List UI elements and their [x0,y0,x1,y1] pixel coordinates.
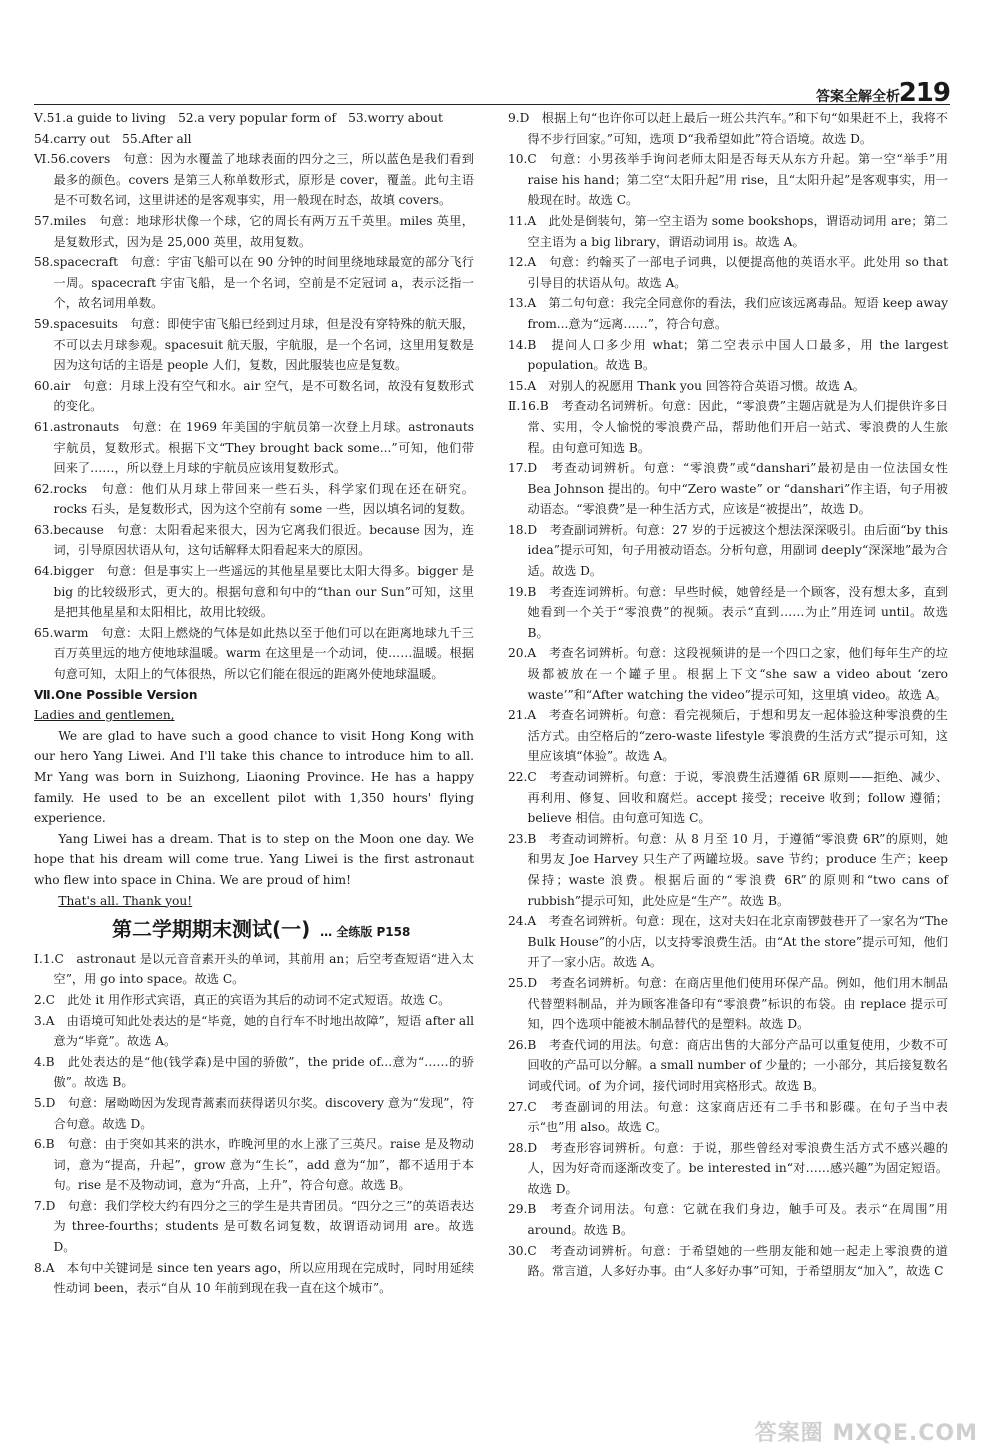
answer-item: 12.A 句意：约翰买了一部电子词典，以便提高他的英语水平。此处用 so that 引导目的状语从句。故选 A。 [508,255,948,290]
answer-item: Ⅵ.56.covers 句意：因为水覆盖了地球表面的四分之三，所以蓝色是我们看到最多的颜色。covers 是第三人称单数形式，原形是 cover，覆盖。此句主语是不可数名词，这里讲述的是客观事实，用一般现在时态，故填 covers。 [34,152,474,208]
header-title: 答案全解全析 [816,89,900,105]
answer-item: 61.astronauts 句意：在 1969 年美国的宇航员第一次登上月球。astronauts 宇航员，复数形式。根据下文“They brought back some...”可知，他们带回来了……，所以登上月球的宇航员应该用复数形式。 [34,419,474,476]
answer-item: Ⅱ.16.B 考查动名词辨析。句意：因此，“零浪费”主题店就是为人们提供许多日常、实用，令人愉悦的零浪费产品，帮助他们开启一站式、零浪费的人生旅程。由句意可知选 B。 [508,399,948,455]
section-heading: Ⅶ.One Possible Version [34,687,198,702]
essay-paragraph: Yang Liwei has a dream. That is to step on the Moon one day. We hope that his dream will come true. Yang Liwei is the first astronaut who flew into space in China. We are proud of him! [34,831,474,887]
page-number: 219 [898,78,950,108]
essay-closing: That's all. Thank you! [58,893,193,908]
test-title-name: 第二学期期末测试(一) [112,917,311,942]
answer-item: 4.B 此处表达的是“他(钱学森)是中国的骄傲”，the pride of...意为“……的骄傲”。故选 B。 [34,1054,474,1090]
answer-item: 14.B 提问人口多少用 what；第二空表示中国人口最多，用 the largest population。故选 B。 [508,337,948,373]
answer-item: 28.D 考查形容词辨析。句意：于说，那些曾经对零浪费生活方式不感兴趣的人，因为好奇而逐渐改变了。be interested in“对……感兴趣”为固定短语。故选 D。 [508,1140,948,1196]
answer-item: Ⅴ.51.a guide to living 52.a very popular form of 53.worry about [34,111,443,125]
answer-item: 60.air 句意：月球上没有空气和水。air 空气，是不可数名词，故没有复数形式的变化。 [34,378,474,414]
answer-item: 27.C 考查副词的用法。句意：这家商店还有二手书和影碟。在句子当中表示“也”用 also。故选 C。 [508,1099,948,1135]
answer-item: 25.D 考查名词辨析。句意：在商店里他们使用环保产品。例如，他们用木制品代替塑料制品，并为顾客准备印有“零浪费”标识的布袋。由 replace 提示可知，四个选项中能被木制品替代的是塑料。故选 D。 [508,975,948,1032]
answer-item: 24.A 考查名词辨析。句意：现在，这对夫妇在北京南锣鼓巷开了一家名为“The Bulk House”的小店，以支持零浪费生活。由“At the store”提示可知，他们开了一家小店。故选 A。 [508,914,948,970]
answer-item: 8.A 本句中关键词是 since ten years ago，所以应用现在完成时，同时用延续性动词 been，表示“自从 10 年前到现在我一直在这个城市”。 [34,1260,474,1296]
test-title-ref: … 全练版 P158 [320,925,411,940]
answer-item: 57.miles 句意：地球形状像一个球，它的周长有两万五千英里。miles 英里，是复数形式，因为是 25,000 英里，故用复数。 [34,213,474,249]
answer-item: 63.because 句意：太阳看起来很大，因为它离我们很近。because 因为，连词，引导原因状语从句，这句话解释太阳看起来大的原因。 [34,522,474,558]
answer-item: 26.B 考查代词的用法。句意：商店出售的大部分产品可以重复使用，少数不可回收的产品可以分解。a small number of 少量的；一小部分，其后接复数名词或代词。of 为介词，接代词时用宾格形式。故选 B。 [508,1037,948,1093]
answer-item: 15.A 对别人的祝愿用 Thank you 回答符合英语习惯。故选 A。 [508,378,865,393]
answer-item: 18.D 考查副词辨析。句意：27 岁的于远被这个想法深深吸引。由后面“by this idea”提示可知，句子用被动语态。分析句意，用副词 deeply“深深地”最为合适。故选 D。 [508,522,948,579]
answer-item: 19.B 考查连词辨析。句意：早些时候，她曾经是一个顾客，没有想太多，直到她看到一个关于“零浪费”的视频。表示“直到……为止”用连词 until。故选 B。 [508,584,948,640]
answer-item: 6.B 句意：由于突如其来的洪水，昨晚河里的水上涨了三英尺。raise 是及物动词，意为“提高，升起”，grow 意为“生长”，add 意为“加”，都不适用于本句。rise 是不及物动词，意为“升高，上升”，符合句意。故选 B。 [34,1137,474,1193]
answer-item: 11.A 此处是倒装句，第一空主语为 some bookshops，谓语动词用 are；第二空主语为 a big library，谓语动词用 is。故选 A。 [508,213,948,249]
answer-item: 20.A 考查名词辨析。句意：这段视频讲的是一个四口之家，他们每年生产的垃圾都被放在一个罐子里。根据上下文“she saw a video about ‘zero waste’”和“After watching the video”提示可知，这里填 video。故选 A。 [508,646,948,702]
answer-item: 7.D 句意：我们学校大约有四分之三的学生是共青团员。“四分之三”的英语表达为 three-fourths；students 是可数名词复数，故谓语动词用 are。故选 D。 [34,1198,474,1255]
answer-item: 22.C 考查动词辨析。句意：于说，零浪费生活遵循 6R 原则——拒绝、减少、再利用、修复、回收和腐烂。accept 接受；receive 收到；follow 遵循；believe 相信。由句意可知选 C。 [508,770,948,826]
answer-item: 5.D 句意：屠呦呦因为发现青蒿素而获得诺贝尔奖。discovery 意为“发现”，符合句意。故选 D。 [34,1095,474,1131]
answer-item: 59.spacesuits 句意：即使宇宙飞船已经到过月球，但是没有穿特殊的航天服，不可以去月球参观。spacesuit 航天服，宇航服，是一个名词，这里用复数是因为这句话的主语是 people 人们，复数，因此服装也应是复数。 [34,316,474,373]
answer-item: 23.B 考查动词辨析。句意：从 8 月至 10 月，于遵循“零浪费 6R”的原则，她和男友 Joe Harvey 只生产了两罐垃圾。save 节约；produce 生产；keep 保持；waste 浪费。根据后面的“零浪费 6R”的原则和“two cans of rubbish”提示可知，此处应是“生产”。故选 B。 [508,831,948,908]
answer-item: Ⅰ.1.C astronaut 是以元音音素开头的单词，其前用 an；后空考查短语“进入太空”，用 go into space。故选 C。 [34,951,474,987]
answer-item: 29.B 考查介词用法。句意：它就在我们身边，触手可及。表示“在周围”用 around。故选 B。 [508,1202,948,1238]
right-column [508,108,948,1282]
answer-item: 64.bigger 句意：但是事实上一些遥远的其他星星要比太阳大得多。bigger 是 big 的比较级形式，更大的。根据句意和句中的“than our Sun”可知，这里是把其他星星和太阳相比，故用比较级。 [34,564,474,620]
answer-item: 54.carry out 55.After all [34,131,192,146]
answer-item: 21.A 考查名词辨析。句意：看完视频后，于想和男友一起体验这种零浪费的生活方式。由空格后的“zero-waste lifestyle 零浪费的生活方式”提示可知，这里应该填“体验”。故选 A。 [508,708,948,764]
answer-item: 62.rocks 句意：他们从月球上带回来一些石头，科学家们现在还在研究。rocks 石头，是复数形式，因为这个空前有 some 一些，因以填名词的复数。 [34,481,474,517]
page-header [0,0,1000,108]
answer-item: 3.A 由语境可知此处表达的是“毕竟，她的自行车不时地出故障”，短语 after all 意为“毕竟”。故选 A。 [34,1013,474,1049]
answer-item: 58.spacecraft 句意：宇宙飞船可以在 90 分钟的时间里绕地球最宽的部分飞行一周。spacecraft 宇宙飞船，是一个名词，空前是不定冠词 a，表示泛指一个，故名词用单数。 [34,255,474,311]
answer-item: 65.warm 句意：太阳上燃烧的气体是如此热以至于他们可以在距离地球九千三百万英里远的地方使地球温暖。warm 在这里是一个动词，使……温暖。根据句意可知，太阳上的气体很热，所以它们能在很远的距离外使地球温暖。 [34,625,474,682]
answer-item: 30.C 考查动词辨析。句意：于希望她的一些朋友能和她一起走上零浪费的道路。常言道，人多好办事。由“人多好办事”可知，于希望朋友“加入”，故选 C [508,1243,948,1279]
answer-item: 13.A 第二句句意：我完全同意你的看法，我们应该远离毒品。短语 keep away from...意为“远离……”，符合句意。 [508,296,948,331]
left-column [34,108,474,1299]
test-title [112,919,474,943]
answer-item: 9.D 根据上句“也许你可以赶上最后一班公共汽车。”和下句“如果赶不上，我将不得不步行回家。”可知，选项 D“我希望如此”符合语境。故选 D。 [508,111,948,146]
essay-paragraph: We are glad to have such a good chance to visit Hong Kong with our hero Yang Liwei. And I'll take this chance to introduce him to all. Mr Yang was born in Suizhong, Liaoning Province. He has a happy family. He used to be an excellent pilot with 1,350 hours' flying experience. [34,728,474,826]
essay-salutation: Ladies and gentlemen, [34,708,175,723]
header-rule [34,104,950,105]
answer-item: 2.C 此处 it 用作形式宾语，真正的宾语为其后的动词不定式短语。故选 C。 [34,992,451,1007]
model-essay [34,705,474,911]
answer-item: 10.C 句意：小男孩举手询问老师太阳是否每天从东方升起。第一空“举手”用 raise his hand；第二空“太阳升起”用 rise，且“太阳升起”是客观事实，用一般现在时。故选 C。 [508,152,948,208]
answer-item: 17.D 考查动词辨析。句意：“零浪费”或“danshari”最初是由一位法国女性 Bea Johnson 提出的。句中“Zero waste” or “danshari”作主语，句子用被动语态。“零浪费”是一种生活方式，应该是“被提出”，故选 D。 [508,461,948,517]
watermark-logo: 答案圈 MXQE.COM [754,1421,978,1446]
